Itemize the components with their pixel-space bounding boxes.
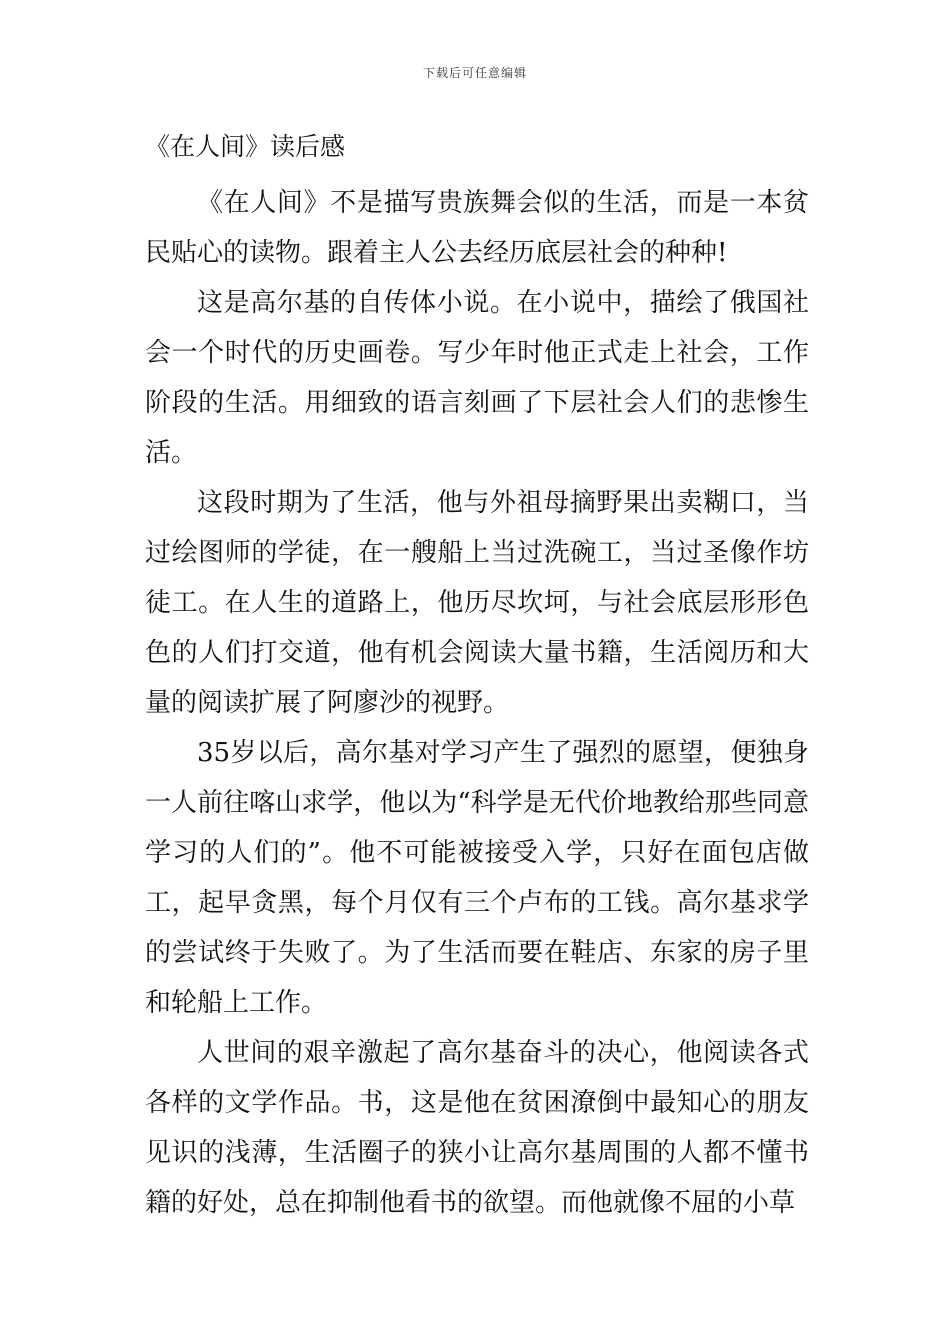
paragraph-1: 《在人间》不是描写贵族舞会似的生活，而是一本贫民贴心的读物。跟着主人公去经历底层社会的种种!: [145, 188, 809, 268]
paragraph-5: 人世间的艰辛激起了高尔基奋斗的决心，他阅读各式各样的文学作品。书，这是他在贫困潦倒中最知心的朋友见识的浅薄，生活圈子的狭小让高尔基周围的人都不懂书籍的好处，总在抑制他看书的欲望。而他就像不屈的小草: [145, 1038, 809, 1218]
paragraph-4: 35岁以后，高尔基对学习产生了强烈的愿望，便独身一人前往喀山求学，他以为“科学是无代价地教给那些同意学习的人们的”。他不可能被接受入学，只好在面包店做工，起早贪黑，每个月仅有三个卢布的工钱。高尔基求学的尝试终于失败了。为了生活而要在鞋店、东家的房子里和轮船上工作。: [145, 738, 809, 1018]
paragraph-2: 这是高尔基的自传体小说。在小说中，描绘了俄国社会一个时代的历史画卷。写少年时他正式走上社会，工作阶段的生活。用细致的语言刻画了下层社会人们的悲惨生活。: [145, 288, 809, 468]
document-body: [145, 178, 809, 1228]
paragraph-3: 这段时期为了生活，他与外祖母摘野果出卖糊口，当过绘图师的学徒，在一艘船上当过洗碗工，当过圣像作坊徒工。在人生的道路上，他历尽坎坷，与社会底层形形色色的人们打交道，他有机会阅读大量书籍，生活阅历和大量的阅读扩展了阿廖沙的视野。: [145, 488, 809, 718]
document-title: 《在人间》读后感: [145, 132, 346, 161]
header-note: 下载后可任意编辑: [422, 66, 527, 80]
